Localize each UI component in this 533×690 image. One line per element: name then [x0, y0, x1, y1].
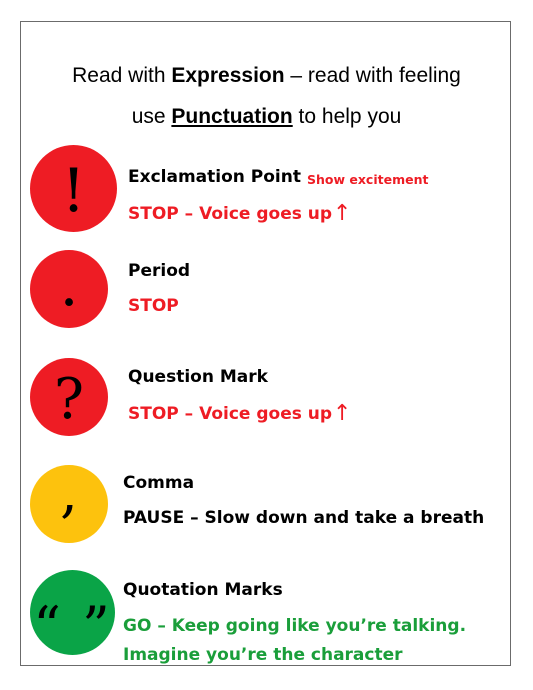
period-rule: STOP	[128, 296, 179, 316]
question-circle-icon: ?	[30, 358, 108, 436]
question-rule: STOP – Voice goes up↑	[128, 401, 352, 426]
quotation-rule-1: GO – Keep going like you’re talking.	[123, 616, 467, 636]
exclamation-note: Show excitement	[307, 172, 429, 187]
exclamation-title: Exclamation Point	[128, 167, 301, 187]
arrow-up-icon: ↑	[333, 401, 352, 426]
header-line-1: Read with Expression – read with feeling	[72, 64, 461, 87]
quotation-circle-icon: “ ”	[30, 570, 115, 655]
quotation-rule-2: Imagine you’re the character	[123, 645, 403, 665]
header-line-2: use Punctuation to help you	[131, 105, 402, 128]
quotation-title: Quotation Marks	[123, 580, 283, 600]
comma-circle-icon: ,	[30, 465, 108, 543]
exclamation-circle-icon: !	[30, 145, 117, 232]
period-circle-icon: .	[30, 250, 108, 328]
question-title: Question Mark	[128, 367, 268, 387]
comma-title: Comma	[123, 473, 195, 493]
arrow-up-icon: ↑	[333, 201, 352, 226]
comma-rule: PAUSE – Slow down and take a breath	[123, 508, 485, 528]
expression-word: Expression	[171, 64, 285, 87]
exclamation-rule: STOP – Voice goes up↑	[128, 201, 352, 226]
period-title: Period	[128, 261, 191, 281]
punctuation-word: Punctuation	[171, 105, 293, 128]
